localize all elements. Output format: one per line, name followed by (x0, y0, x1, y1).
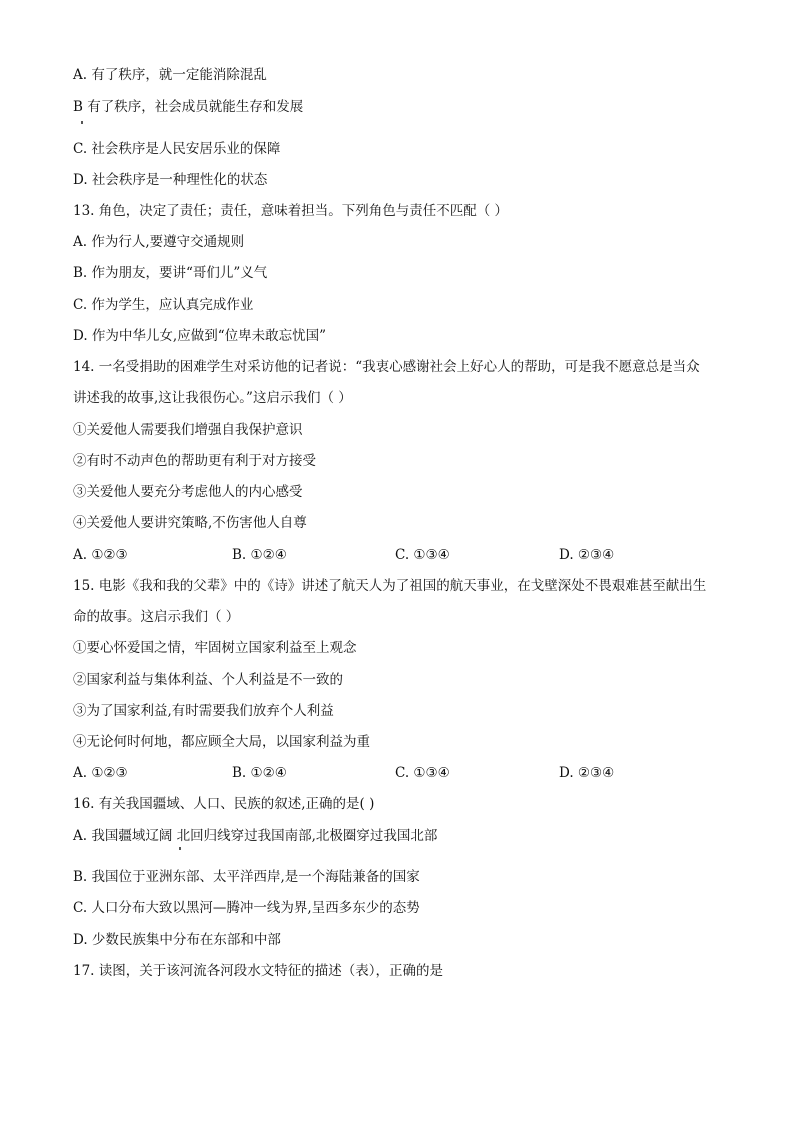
q13-stem: 13. 角色，决定了责任；责任，意味着担当。下列角色与责任不匹配（ ） (73, 203, 509, 219)
q14-statement-4: ④关爱他人要讲究策略,不伤害他人自尊 (73, 515, 307, 531)
q13-option-b: B. 作为朋友，要讲“哥们儿”义气 (73, 265, 268, 281)
q15-statement-4: ④无论何时何地，都应顾全大局，以国家利益为重 (73, 734, 370, 750)
q15-statement-2: ②国家利益与集体利益、个人利益是不一致的 (73, 672, 343, 688)
q13-option-a: A. 作为行人,要遵守交通规则 (73, 234, 245, 250)
q13-option-d: D. 作为中华儿女,应做到“位卑未敢忘忧国” (73, 328, 327, 344)
q14-choice-a: A. ①②③ (73, 547, 128, 563)
q12-option-a: A. 有了秩序，就一定能消除混乱 (73, 67, 267, 83)
q17-stem: 17. 读图，关于该河流各河段水文特征的描述（表），正确的是 (73, 963, 444, 979)
q15-statement-1: ①要心怀爱国之情，牢固树立国家利益至上观念 (73, 640, 357, 656)
q15-stem-line-2: 命的故事。这启示我们（ ） (73, 609, 240, 625)
q15-choice-d: D. ②③④ (559, 765, 615, 781)
q14-choice-c: C. ①③④ (395, 547, 450, 563)
scan-speck (179, 847, 181, 850)
scan-speck (81, 121, 83, 124)
q12-option-c: C. 社会秩序是人民安居乐业的保障 (73, 141, 281, 157)
q16-option-d: D. 少数民族集中分布在东部和中部 (73, 932, 281, 948)
q14-stem-line-1: 14. 一名受捐助的困难学生对采访他的记者说：“我衷心感谢社会上好心人的帮助，可是我不愿意总是当众 (73, 359, 700, 375)
q14-statement-3: ③关爱他人要充分考虑他人的内心感受 (73, 484, 303, 500)
q12-option-d: D. 社会秩序是一种理性化的状态 (73, 172, 268, 188)
q15-choice-c: C. ①③④ (395, 765, 450, 781)
q16-option-c: C. 人口分布大致以黑河—腾冲一线为界,呈西多东少的态势 (73, 900, 420, 916)
q14-choice-b: B. ①②④ (232, 547, 287, 563)
q16-stem: 16. 有关我国疆域、人口、民族的叙述,正确的是( ) (73, 796, 375, 812)
q14-statement-2: ②有时不动声色的帮助更有利于对方接受 (73, 453, 316, 469)
q14-choice-d: D. ②③④ (559, 547, 615, 563)
q14-stem-line-2: 讲述我的故事,这让我很伤心。”这启示我们（ ） (73, 390, 352, 406)
q15-choice-a: A. ①②③ (73, 765, 128, 781)
q15-stem-line-1: 15. 电影《我和我的父辈》中的《诗》讲述了航天人为了祖国的航天事业，在戈壁深处不畏艰难甚至献出生 (73, 578, 707, 594)
q16-option-b: B. 我国位于亚洲东部、太平洋西岸,是一个海陆兼备的国家 (73, 869, 420, 885)
q16-option-a: A. 我国疆域辽阔 北回归线穿过我国南部,北极圈穿过我国北部 (73, 828, 438, 844)
q15-choice-b: B. ①②④ (232, 765, 287, 781)
q12-option-b: B 有了秩序，社会成员就能生存和发展 (73, 99, 304, 115)
q15-statement-3: ③为了国家利益,有时需要我们放弃个人利益 (73, 703, 334, 719)
q14-statement-1: ①关爱他人需要我们增强自我保护意识 (73, 422, 303, 438)
q13-option-c: C. 作为学生，应认真完成作业 (73, 297, 254, 313)
